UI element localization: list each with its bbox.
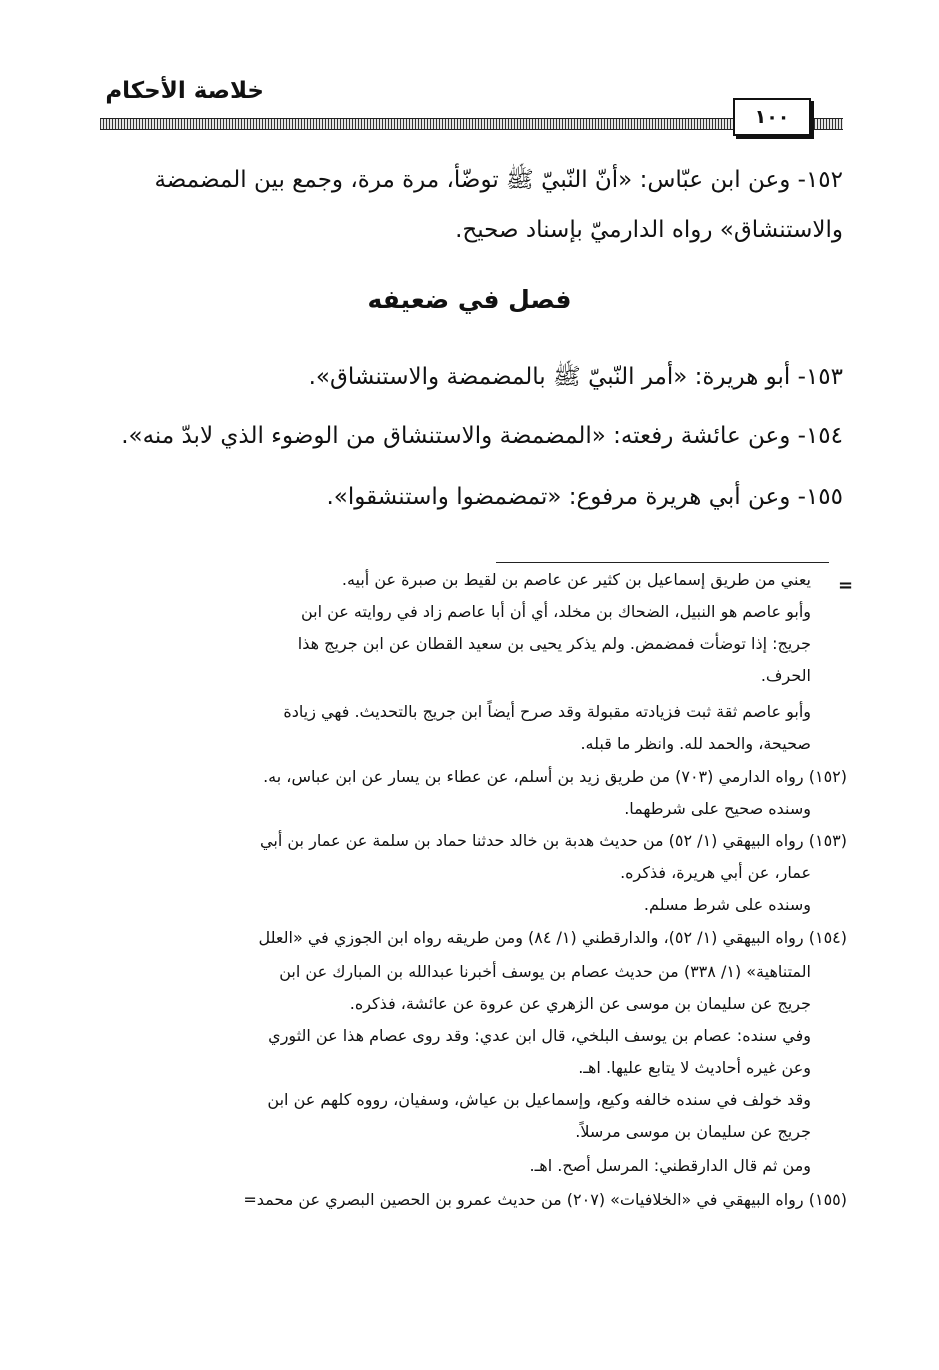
footnote-line: وأبو عاصم ثقة ثبت فزيادته مقبولة وقد صرح أيضاً ابن جريج بالتحديث. فهي زيادة [283,702,811,721]
footnote-152: (١٥٢) رواه الدارمي (٧٠٣) من طريق زيد بن أسلم، عن عطاء بن يسار عن ابن عباس، به. [263,767,847,786]
footnote-line: وفي سنده: عصام بن يوسف البلخي، قال ابن عدي: وقد روى عصام هذا عن الثوري [268,1026,811,1045]
footnote-line: المتناهية» (١/ ٣٣٨) من حديث عصام بن يوسف أخبرنا عبدالله بن المبارك عن ابن [279,962,811,981]
footnote-line: وسنده على شرط مسلم. [643,895,811,914]
footnote-line: يعني من طريق إسماعيل بن كثير عن عاصم بن لقيط بن صبرة عن أبيه. [341,570,811,589]
hadith-152-line-2: والاستنشاق» رواه الدارميّ بإسناد صحيح. [455,217,843,243]
hadith-154: ١٥٤- وعن عائشة رفعته: «المضمضة والاستنشاق من الوضوء الذي لابدّ منه». [121,423,843,449]
footnote-line: وأبو عاصم هو النبيل، الضحاك بن مخلد، أي أن أبا عاصم زاد في روايته عن ابن [300,602,811,621]
footnote-line: ومن ثم قال الدارقطني: المرسل أصح. اهـ. [529,1156,811,1175]
footnote-line: جريج عن سليمان بن موسى عن الزهري عن عروة عن عائشة، فذكره. [349,994,811,1013]
running-head-title: خلاصة الأحكام [105,78,264,104]
footnote-154: (١٥٤) رواه البيهقي (١/ ٥٢)، والدارقطني (١/ ٨٤) ومن طريقه رواه ابن الجوزي في «العلل [258,928,847,947]
hadith-152-line-1: ١٥٢- وعن ابن عبّاس: «أنّ النّبيّ ﷺ توضّأ، مرة مرة، وجمع بين المضمضة [154,167,843,193]
footnote-line: عمار، عن أبي هريرة، فذكره. [620,863,811,882]
footnote-line: جريج: إذا توضأت فمضمض. ولم يذكر يحيى بن سعيد القطان عن ابن جريج هذا [297,634,811,653]
page-number: ١٠٠ [733,98,811,136]
footnote-separator [496,562,829,563]
footnote-line: الحرف. [760,666,811,685]
footnote-155: (١٥٥) رواه البيهقي في «الخلافيات» (٢٠٧) من حديث عمرو بن الحصين البصري عن محمد= [243,1190,847,1209]
footnote-line: جريج عن سليمان بن موسى مرسلاً. [575,1122,811,1141]
footnote-153: (١٥٣) رواه البيهقي (١/ ٥٢) من حديث هدبة بن خالد حدثنا حماد بن سلمة عن عمار بن أبي [260,831,847,850]
footnote-continuation-mark: = [838,575,854,596]
footnote-line: صحيحة، والحمد لله. وانظر ما قبله. [580,734,811,753]
section-heading: فصل في ضعيفه [367,285,572,314]
hadith-153: ١٥٣- أبو هريرة: «أمر النّبيّ ﷺ بالمضمضة والاستنشاق». [308,364,843,390]
footnote-line: وسنده صحيح على شرطهما. [624,799,811,818]
hadith-155: ١٥٥- وعن أبي هريرة مرفوع: «تمضمضوا واستنشقوا». [326,484,843,510]
footnote-line: وعن غيره أحاديث لا يتابع عليها. اهـ. [578,1058,811,1077]
header-ornamental-rule [100,118,843,130]
footnote-line: وقد خولف في سنده خالفه وكيع، وإسماعيل بن عياش، وسفيان، رووه كلهم عن ابن [267,1090,811,1109]
